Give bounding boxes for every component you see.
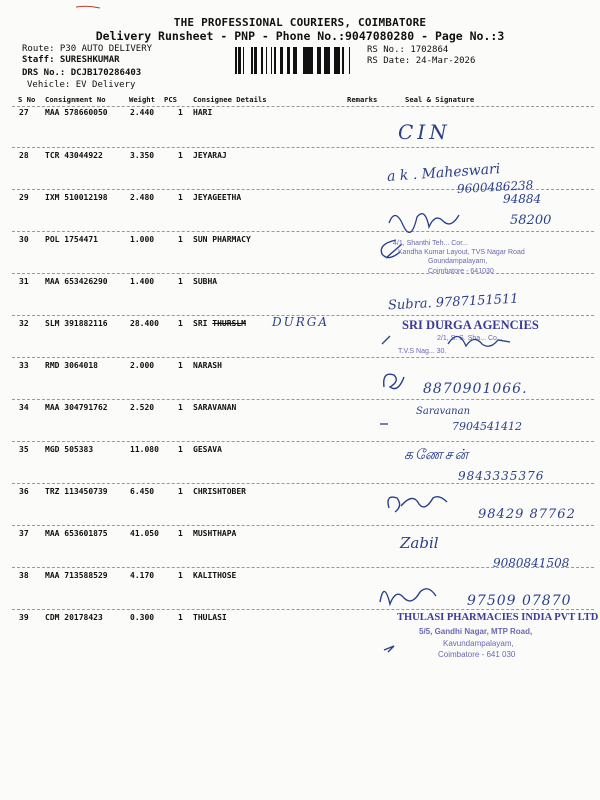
handwritten-number: 58200	[510, 213, 552, 228]
row-pcs: 1	[178, 613, 183, 622]
row-consignee: JEYAGEETHA	[193, 193, 242, 202]
row-divider	[12, 357, 594, 358]
drs-label: DRS No.: DCJB170286403	[22, 68, 142, 78]
row-sno: 37	[19, 529, 29, 538]
table-row	[0, 529, 600, 541]
row-pcs: 1	[178, 151, 183, 160]
row-sno: 34	[19, 403, 29, 412]
row-sno: 30	[19, 235, 29, 244]
row-pcs: 1	[178, 277, 183, 286]
table-row	[0, 151, 600, 163]
rs-date: RS Date: 24-Mar-2026	[367, 56, 476, 66]
stamp-company: SRI DURGA AGENCIES	[402, 318, 539, 332]
row-consignee: SUBHA	[193, 277, 218, 286]
row-sno: 39	[19, 613, 29, 622]
row-sno: 36	[19, 487, 29, 496]
row-consignment: IXM 510012198	[45, 193, 108, 202]
row-divider	[12, 399, 594, 400]
row-consignee: JEYARAJ	[193, 151, 227, 160]
row-pcs: 1	[178, 193, 183, 202]
row-divider	[12, 147, 594, 148]
row-consignee: GESAVA	[193, 445, 222, 454]
row-pcs: 1	[178, 571, 183, 580]
row-consignee: KALITHOSE	[193, 571, 237, 580]
handwritten-phone: 9843335376	[458, 469, 545, 483]
table-row	[0, 235, 600, 247]
handwritten-phone: 8870901066.	[423, 381, 528, 397]
row-weight: 41.050	[130, 529, 159, 538]
rs-number: RS No.: 1702864	[367, 45, 449, 55]
row-consignee: MUSHTHAPA	[193, 529, 237, 538]
table-row	[0, 108, 600, 120]
row-weight: 11.080	[130, 445, 159, 454]
handwritten-correction: DURGA	[272, 315, 330, 329]
row-consignment: TRZ 113450739	[45, 487, 108, 496]
row-consignee: THULASI	[193, 613, 227, 622]
row-weight: 2.520	[130, 403, 155, 412]
signature-scribble	[378, 326, 578, 356]
col-consignment: Consignment No	[45, 95, 106, 104]
consignee-struck: THURSLM	[212, 319, 246, 328]
table-row	[0, 361, 600, 373]
row-consignment: RMD 3064018	[45, 361, 98, 370]
row-pcs: 1	[178, 361, 183, 370]
signature-name: Saravanan	[416, 406, 471, 417]
signature-name: Zabil	[400, 534, 439, 552]
stamp-line: Coimbatore - 641030	[428, 268, 494, 275]
signature-scribble	[378, 367, 408, 395]
row-consignee: SUN PHARMACY	[193, 235, 251, 244]
table-row	[0, 445, 600, 457]
row-sno: 28	[19, 151, 29, 160]
row-weight: 3.350	[130, 151, 155, 160]
stamp-line: Goundampalayam,	[428, 258, 488, 265]
signature-mark	[380, 636, 400, 656]
row-consignment: CDM 20178423	[45, 613, 103, 622]
route-label: Route: P30 AUTO DELIVERY	[22, 44, 153, 54]
handwritten-phone: 94884	[503, 192, 542, 206]
row-weight: 1.400	[130, 277, 155, 286]
row-pcs: 1	[178, 108, 183, 117]
handwritten-phone: 9080841508	[493, 556, 570, 570]
signature-mark	[378, 418, 390, 428]
row-pcs: 1	[178, 487, 183, 496]
handwritten-phone: 7904541412	[452, 420, 522, 433]
row-divider	[12, 609, 594, 610]
stamp-line: 2/1, S. S. Sha... Co...	[437, 335, 503, 342]
stamp-line: Coimbatore - 641 030	[438, 650, 516, 659]
row-divider	[12, 483, 594, 484]
signature-text: CIN	[398, 120, 451, 144]
row-weight: 2.440	[130, 108, 155, 117]
col-pcs: PCS	[164, 95, 177, 104]
row-consignment: SLM 391882116	[45, 319, 108, 328]
row-pcs: 1	[178, 235, 183, 244]
row-weight: 0.300	[130, 613, 155, 622]
row-weight: 6.450	[130, 487, 155, 496]
stamp-company: THULASI PHARMACIES INDIA PVT LTD	[397, 612, 599, 623]
row-consignment: MAA 653426290	[45, 277, 108, 286]
row-consignment: MAA 713588529	[45, 571, 108, 580]
row-consignee	[193, 319, 246, 328]
barcode	[235, 47, 361, 74]
table-row	[0, 571, 600, 583]
staff-label: Staff: SURESHKUMAR	[22, 55, 120, 65]
col-remarks: Remarks	[347, 95, 378, 104]
row-sno: 31	[19, 277, 29, 286]
row-sno: 33	[19, 361, 29, 370]
row-consignee: NARASH	[193, 361, 222, 370]
signature-name: Subra. 9787151511	[387, 291, 519, 314]
signature-name: கணேசன்	[404, 447, 471, 463]
col-consignee: Consignee Details	[193, 95, 267, 104]
row-sno: 32	[19, 319, 29, 328]
row-pcs: 1	[178, 319, 183, 328]
row-weight: 2.000	[130, 361, 155, 370]
row-sno: 27	[19, 108, 29, 117]
row-pcs: 1	[178, 445, 183, 454]
row-consignee: CHRISHTOBER	[193, 487, 246, 496]
row-consignment: MAA 653601875	[45, 529, 108, 538]
row-consignment: POL 1754471	[45, 235, 98, 244]
signature-scribble	[383, 488, 453, 520]
stamp-line: Kavundampalayam,	[443, 639, 514, 648]
row-consignment: MAA 304791762	[45, 403, 108, 412]
handwritten-phone: 98429 87762	[478, 507, 576, 522]
col-seal: Seal & Signature	[405, 95, 475, 104]
handwritten-phone: 97509 07870	[467, 593, 572, 609]
row-sno: 38	[19, 571, 29, 580]
runsheet-subtitle: Delivery Runsheet - PNP - Phone No.:9047080280 - Page No.:3	[95, 29, 505, 43]
handwritten-phone: 9600486238	[456, 178, 534, 196]
col-sno: S No	[18, 95, 36, 104]
stamp-line: Kandha Kumar Layout, TVS Nagar Road	[398, 249, 525, 256]
row-sno: 29	[19, 193, 29, 202]
row-weight: 28.400	[130, 319, 159, 328]
row-divider	[12, 231, 594, 232]
row-divider	[12, 525, 594, 526]
row-divider	[12, 441, 594, 442]
signature-scribble	[385, 203, 465, 235]
stamp-line: 5/5, Gandhi Nagar, MTP Road,	[419, 627, 533, 636]
table-row	[0, 403, 600, 415]
company-title: THE PROFESSIONAL COURIERS, COIMBATORE	[173, 16, 427, 29]
row-pcs: 1	[178, 403, 183, 412]
row-consignee: HARI	[193, 108, 213, 117]
row-consignment: MAA 578660050	[45, 108, 108, 117]
stamp-line: 4/1, Shanthi Teh... Cor...	[393, 240, 468, 247]
stamp-line: T.V.S Nag... 30.	[398, 348, 447, 355]
row-consignment: TCR 43044922	[45, 151, 103, 160]
signature-scribble	[374, 578, 444, 612]
row-divider	[12, 273, 594, 274]
vehicle-label: Vehicle: EV Delivery	[27, 80, 136, 90]
table-row	[0, 277, 600, 289]
row-consignment: MGD 505383	[45, 445, 94, 454]
table-row	[0, 487, 600, 499]
row-consignee: SARAVANAN	[193, 403, 237, 412]
col-weight: Weight	[129, 95, 155, 104]
pen-mark	[76, 5, 100, 9]
header-divider	[12, 106, 594, 107]
row-weight: 2.480	[130, 193, 155, 202]
signature-name: a k . Maheswari	[386, 161, 501, 185]
consignee-prefix: SRI	[193, 319, 213, 328]
row-weight: 4.170	[130, 571, 155, 580]
row-pcs: 1	[178, 529, 183, 538]
row-sno: 35	[19, 445, 29, 454]
row-weight: 1.000	[130, 235, 155, 244]
